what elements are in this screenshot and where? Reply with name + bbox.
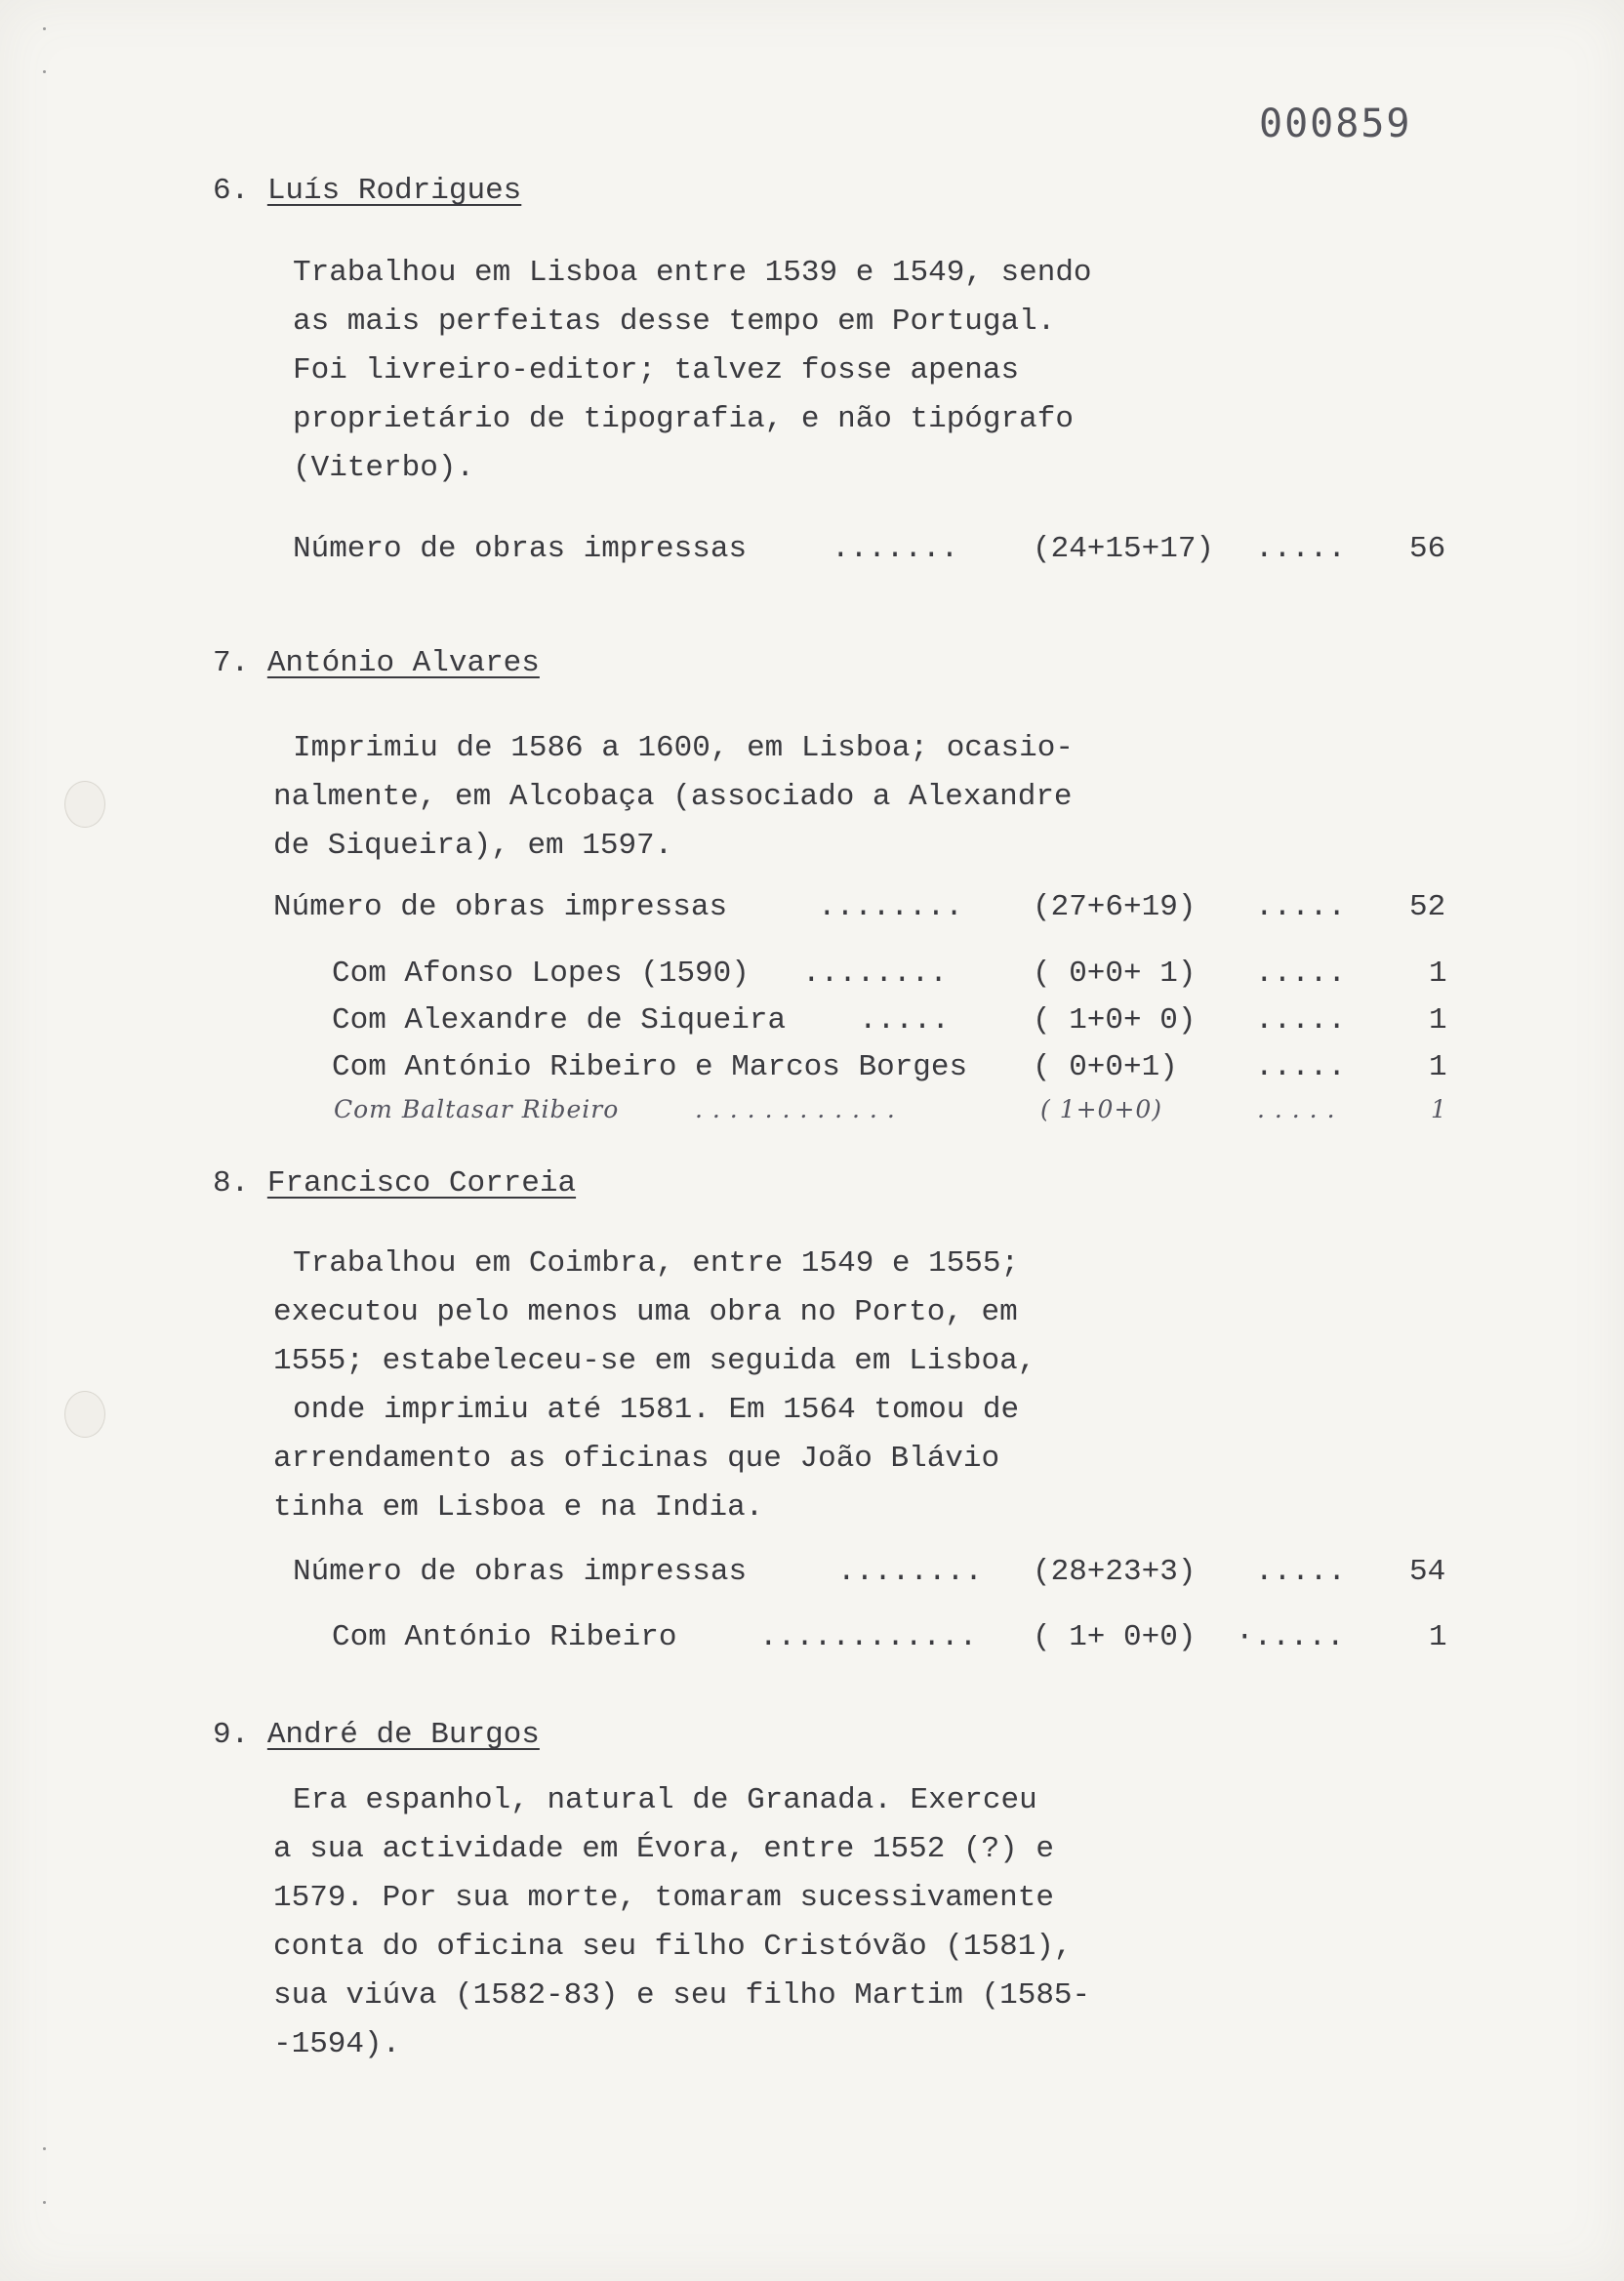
body-line: Foi livreiro-editor; talvez fosse apenas (293, 353, 1020, 387)
count-breakdown: (24+15+17) (1033, 532, 1215, 566)
body-line: as mais perfeitas desse tempo em Portugal. (293, 305, 1056, 339)
count-leader: ..... (1255, 957, 1347, 991)
count-leader: . . . . . (1257, 1095, 1336, 1123)
body-line: Era espanhol, natural de Granada. Exerceu (293, 1783, 1037, 1817)
body-line: a sua actividade em Évora, entre 1552 (?) e (273, 1832, 1054, 1866)
entry-body (273, 1776, 1090, 2069)
works-count-subrow (0, 1050, 1624, 1089)
punch-hole-lower (64, 1391, 105, 1438)
entry-body (273, 1240, 1035, 1532)
margin-speck (43, 2201, 46, 2204)
entry-number: 8. (213, 1166, 250, 1201)
count-label: Número de obras impressas (273, 890, 728, 924)
count-breakdown: (28+23+3) (1033, 1555, 1197, 1589)
count-breakdown: ( 1+0+ 0) (1033, 1003, 1197, 1038)
body-line: (Viterbo). (293, 451, 475, 485)
count-breakdown: ( 1+0+0) (1040, 1095, 1163, 1123)
entry-number: 6. (213, 174, 250, 208)
works-count-subrow (0, 1003, 1624, 1042)
handwritten-count-row (0, 1095, 1624, 1134)
body-line: conta do oficina seu filho Cristóvão (1581), (273, 1930, 1073, 1964)
entry-title: António Alvares (266, 646, 540, 680)
entry-heading (213, 1718, 540, 1752)
count-leader: ........ (802, 957, 948, 991)
count-leader: ........ (837, 1555, 983, 1589)
works-count-subrow (0, 957, 1624, 996)
entry-body (273, 724, 1074, 871)
count-label: Com Alexandre de Siqueira (332, 1003, 787, 1038)
margin-speck (43, 70, 46, 73)
count-leader: ·..... (1236, 1620, 1345, 1654)
count-leader: ....... (832, 532, 959, 566)
body-line: proprietário de tipografia, e não tipógrafo (293, 402, 1074, 436)
count-label: Com Afonso Lopes (1590) (332, 957, 750, 991)
body-line: Imprimiu de 1586 a 1600, em Lisboa; ocasio- (293, 731, 1074, 765)
count-leader: ..... (859, 1003, 951, 1038)
count-leader: ..... (1255, 890, 1347, 924)
entry-title: Francisco Correia (266, 1166, 577, 1201)
count-label: Com Baltasar Ribeiro (334, 1095, 620, 1123)
entry-title: André de Burgos (266, 1718, 540, 1752)
body-line: Trabalhou em Lisboa entre 1539 e 1549, sendo (293, 256, 1092, 290)
count-breakdown: ( 1+ 0+0) (1033, 1620, 1197, 1654)
count-total: 1 (1429, 1003, 1447, 1038)
body-line: Trabalhou em Coimbra, entre 1549 e 1555; (293, 1246, 1020, 1281)
count-leader: ..... (1255, 532, 1347, 566)
count-leader: ..... (1255, 1555, 1347, 1589)
margin-speck (43, 2147, 46, 2150)
works-count-row (0, 1555, 1624, 1594)
body-line: 1579. Por sua morte, tomaram sucessivamente (273, 1881, 1054, 1915)
entry-title: Luís Rodrigues (266, 174, 522, 208)
count-total: 54 (1409, 1555, 1446, 1589)
count-total: 1 (1429, 957, 1447, 991)
works-count-row (0, 890, 1624, 929)
entry-body (293, 249, 1092, 493)
body-line: tinha em Lisboa e na India. (273, 1490, 764, 1525)
count-leader: ..... (1255, 1003, 1347, 1038)
margin-speck (43, 27, 46, 30)
count-label: Com António Ribeiro e Marcos Borges (332, 1050, 968, 1084)
count-breakdown: ( 0+0+1) (1033, 1050, 1178, 1084)
count-leader: ............ (759, 1620, 978, 1654)
count-total: 1 (1431, 1095, 1447, 1123)
count-total: 56 (1409, 532, 1446, 566)
body-line: -1594). (273, 2027, 401, 2061)
punch-hole-upper (64, 781, 105, 828)
entry-number: 7. (213, 646, 250, 680)
body-line: sua viúva (1582-83) e seu filho Martim (1585- (273, 1978, 1091, 2013)
entry-heading (213, 1166, 576, 1201)
count-leader: ........ (818, 890, 963, 924)
count-total: 1 (1429, 1050, 1447, 1084)
count-leader: . . . . . . . . . . . . (695, 1095, 896, 1123)
count-label: Com António Ribeiro (332, 1620, 677, 1654)
works-count-row (0, 532, 1624, 571)
body-line: 1555; estabeleceu-se em seguida em Lisboa, (273, 1344, 1036, 1378)
entry-number: 9. (213, 1718, 250, 1752)
entry-heading (213, 174, 521, 208)
count-label: Número de obras impressas (293, 532, 748, 566)
entry-heading (213, 646, 540, 680)
body-line: executou pelo menos uma obra no Porto, em (273, 1295, 1018, 1329)
count-leader: ..... (1255, 1050, 1347, 1084)
count-label: Número de obras impressas (293, 1555, 748, 1589)
count-breakdown: (27+6+19) (1033, 890, 1197, 924)
works-count-subrow (0, 1620, 1624, 1659)
body-line: nalmente, em Alcobaça (associado a Alexandre (273, 780, 1073, 814)
page-number-stamp: 000859 (1259, 102, 1412, 146)
count-total: 52 (1409, 890, 1446, 924)
count-total: 1 (1429, 1620, 1447, 1654)
body-line: de Siqueira), em 1597. (273, 829, 673, 863)
body-line: onde imprimiu até 1581. Em 1564 tomou de (293, 1393, 1020, 1427)
body-line: arrendamento as oficinas que João Blávio (273, 1442, 1000, 1476)
count-breakdown: ( 0+0+ 1) (1033, 957, 1197, 991)
